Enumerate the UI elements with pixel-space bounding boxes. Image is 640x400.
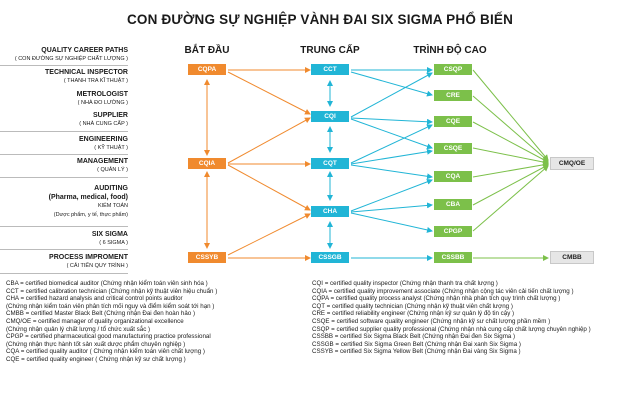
node-csqe[interactable]: CSQE [434,143,472,154]
node-cmbb[interactable]: CMBB [550,251,594,264]
node-cssgb[interactable]: CSSGB [311,252,349,263]
legend-item: CQPA = certified quality process analyst (Chứng nhận nhà phân tích quy trình chất lượng ) [312,295,561,303]
legend-item: CCT = certified calibration technician (Chứng nhận kỹ thuật viên hiệu chuẩn ) [6,287,218,295]
node-cqe[interactable]: CQE [434,116,472,127]
node-csqp[interactable]: CSQP [434,64,472,75]
legend-item: CQI = certified quality inspector (Chứng nhận thanh tra chất lượng ) [312,280,498,287]
label-technical-inspector: TECHNICAL INSPECTOR ( THANH TRA KĨ THUẬT ) [45,69,128,84]
legend-item: CQT = certified quality technician (Chứng nhận kỹ thuật viên chất lượng ) [312,302,513,310]
label-engineering: ENGINEERING ( KỸ THUẬT ) [78,136,128,151]
label-supplier: SUPPLIER ( NHÀ CUNG CẤP ) [79,112,128,127]
label-metrologist: METROLOGIST ( NHÀ ĐO LƯỜNG ) [76,91,128,106]
legend-item: (Chứng nhận quản lý chất lượng / tổ chức xuất sắc ) [6,325,151,333]
legend-right [312,280,591,356]
node-cssbb[interactable]: CSSBB [434,252,472,263]
label-management: MANAGEMENT ( QUẢN LÝ ) [77,158,128,173]
legend-item: CMQ/OE = certified manager of quality organizational excellence [6,317,184,325]
legend-item: CRE = certified reliability engineer (Chứng nhận kỹ sư quản lý độ tin cậy ) [312,310,515,318]
node-cqt[interactable]: CQT [311,158,349,169]
node-cqia[interactable]: CQIA [188,158,226,169]
legend-item: CQA = certified quality auditor ( Chứng nhận kiểm toán viên chất lượng ) [6,348,205,356]
page-title: CON ĐƯỜNG SỰ NGHIỆP VÀNH ĐAI SIX SIGMA PHỔ BIẾN [126,12,514,27]
node-cmq-oe[interactable]: CMQ/OE [550,157,594,170]
column-header-intermediate: TRUNG CẤP [300,45,360,56]
legend-item: CMBB = certified Master Black Belt (Chứng nhận Đai đen hoàn hảo ) [6,310,196,318]
label-auditing: AUDITING (Pharma, medical, food) KIỂM TOÁN (Dược phẩm, y tế, thực phẩm) [48,185,128,218]
node-cha[interactable]: CHA [311,206,349,217]
node-cqpa[interactable]: CQPA [188,64,226,75]
legend-item: CSQP = certified supplier quality professional (Chứng nhận nhà cung cấp chất lượng chuyên nghiệp ) [312,325,591,333]
legend-item: (Chứng nhận thực hành tốt sản xuất dược phẩm chuyên nghiệp ) [6,340,186,348]
node-cre[interactable]: CRE [434,90,472,101]
legend-item: CPGP = certified pharmaceutical good manufacturing practice professional [6,333,211,341]
label-quality-career-paths: QUALITY CAREER PATHS ( CON ĐƯỜNG SỰ NGHIỆP CHẤT LƯỢNG ) [14,47,128,62]
legend-item: CSSBB = certified Six Sigma Black Belt (Chứng nhận Đai đen Six Sigma ) [312,333,516,341]
label-process-improvement: PROCESS IMPROMENT ( CẢI TIẾN QUY TRÌNH ) [49,254,128,269]
column-header-advanced: TRÌNH ĐỘ CAO [413,45,487,56]
node-cssyb[interactable]: CSSYB [188,252,226,263]
legend-item: CQE = certified quality engineer ( Chứng nhận kỹ sư chất lượng ) [6,355,186,363]
legend-item: CQIA = certified quality improvement associate (Chứng nhận cộng tác viên cải tiến chất lượng ) [312,287,574,295]
node-cqi[interactable]: CQI [311,111,349,122]
node-cqa[interactable]: CQA [434,171,472,182]
legend-item: CHA = certified hazard analysis and critical control points auditor [6,295,183,303]
legend-item: CSSYB = certified Six Sigma Yellow Belt (Chứng nhận Đai vàng Six Sigma ) [312,348,521,356]
node-cpgp[interactable]: CPGP [434,226,472,237]
legend-item: CSSGB = certified Six Sigma Green Belt (Chứng nhận Đai xanh Six Sigma ) [312,340,521,348]
legend-item: (Chứng nhận kiểm toán viên phân tích mối nguy và điểm kiểm soát tới hạn ) [6,302,215,310]
legend-left [6,280,217,364]
legend-item: CSQE = certified software quality engineer (Chứng nhận kỹ sư chất lượng phần mềm ) [312,317,551,325]
node-cba[interactable]: CBA [434,199,472,210]
label-six-sigma: SIX SIGMA ( 6 SIGMA ) [91,231,128,246]
column-header-start: BẮT ĐẦU [184,45,230,56]
node-cct[interactable]: CCT [311,64,349,75]
legend-item: CBA = certified biomedical auditor (Chứng nhận kiểm toán viên sinh hóa ) [6,280,208,287]
